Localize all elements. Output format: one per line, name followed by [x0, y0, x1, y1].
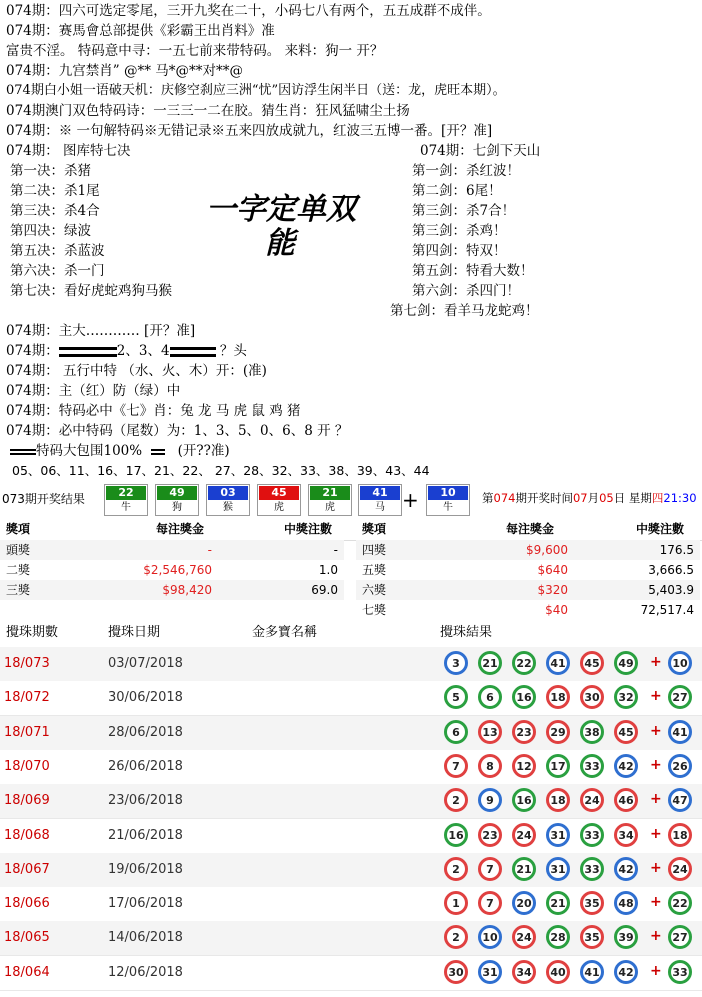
plus-sign: + [402, 488, 419, 512]
draw-date: 28/06/2018 [108, 724, 183, 740]
draw-ball: 33 [580, 857, 604, 881]
draw-ball: 10 [478, 925, 502, 949]
big-title: 一字定单双 [206, 192, 356, 227]
draw-issue: 18/071 [4, 724, 50, 740]
prize-count: 176.5 [659, 543, 694, 557]
right-list-item: 第六剑：杀四门！ [412, 283, 520, 299]
right-list-item: 第四剑：特双！ [412, 243, 507, 259]
prize-name: 頭獎 [6, 543, 31, 557]
draw-row [0, 750, 702, 785]
plus-sign: + [650, 654, 662, 670]
number-list: 05、06、11、16、17、21、22、 27、28、32、33、38、39、43、44 [12, 463, 430, 478]
info-weekday: 四 [651, 491, 664, 505]
draw-special-ball: 22 [668, 891, 692, 915]
draw-ball: 24 [512, 925, 536, 949]
draw-ball: 20 [512, 891, 536, 915]
draw-issue: 18/069 [4, 793, 50, 809]
prize-amount: $320 [537, 583, 568, 597]
more-line-1: 074期：主大………… [开？准] [6, 323, 196, 339]
left-list-item: 第一决：杀猪 [10, 163, 91, 179]
header-amount: 每注獎金 [156, 522, 205, 536]
tail-numbers: 2、3、4 [116, 343, 170, 359]
result-ball [308, 484, 352, 516]
plus-sign: + [650, 756, 662, 773]
prize-amount: $640 [537, 563, 568, 577]
result-ball-zodiac: 虎 [274, 502, 284, 513]
prize-row [0, 540, 344, 560]
header-prize: 獎項 [6, 522, 31, 536]
result-label: 073期开奖结果 [2, 492, 85, 506]
draw-ball: 45 [614, 720, 638, 744]
info-time: 21:30 [663, 491, 697, 505]
draw-ball: 40 [546, 960, 570, 984]
prize-count: 69.0 [311, 583, 338, 597]
draw-special-ball: 27 [668, 685, 692, 709]
prize-count: 72,517.4 [640, 603, 694, 617]
forecast-line-6: 074期澳门双色特码诗：一三三一二在胶。猜生肖：狂风猛啸尘土扬 [6, 103, 410, 119]
header-prize: 獎項 [362, 522, 387, 536]
draw-ball: 28 [546, 925, 570, 949]
draw-date: 03/07/2018 [108, 656, 183, 671]
draw-ball: 42 [614, 960, 638, 984]
draw-date: 23/06/2018 [108, 793, 183, 809]
result-ball [206, 484, 250, 516]
draw-date: 12/06/2018 [108, 964, 183, 980]
result-ball-number: 49 [157, 486, 197, 500]
draw-ball: 45 [580, 651, 604, 675]
more-line-4: 074期：主（红）防（绿）中 [6, 383, 181, 399]
draw-date: 17/06/2018 [108, 896, 183, 912]
draw-ball: 35 [580, 891, 604, 915]
big-title-sub: 能 [265, 226, 295, 261]
header-count: 中獎注數 [636, 522, 685, 536]
draw-ball: 23 [478, 823, 502, 847]
bar-decoration [10, 449, 36, 455]
info-month: 07 [572, 491, 588, 505]
draw-row [0, 681, 702, 716]
draw-issue: 18/070 [4, 758, 50, 774]
draw-ball: 33 [580, 754, 604, 778]
draw-special-ball: 33 [668, 960, 692, 984]
draw-ball: 12 [512, 754, 536, 778]
draw-date: 14/06/2018 [108, 930, 183, 946]
draw-ball: 7 [444, 754, 468, 778]
draw-ball: 7 [478, 857, 502, 881]
draw-ball: 41 [546, 651, 570, 675]
result-ball [155, 484, 199, 516]
draw-row [0, 647, 702, 682]
plus-sign: + [650, 962, 662, 979]
special-ball-number: 10 [428, 486, 468, 500]
draw-special-ball: 24 [668, 857, 692, 881]
prize-amount: $9,600 [526, 543, 568, 557]
prize-row [356, 540, 700, 560]
result-ball [257, 484, 301, 516]
left-list-item: 第六决：杀一门 [10, 263, 105, 279]
prize-count: 1.0 [318, 563, 338, 577]
right-list-item: 第五剑：特看大数！ [412, 263, 534, 279]
draw-ball: 16 [512, 685, 536, 709]
next-draw-info [482, 490, 697, 506]
more-line-3: 074期： 五行中特 （水、火、木）开：(准) [6, 363, 267, 379]
info-text: 日 星期 [613, 491, 652, 505]
draw-ball: 42 [614, 754, 638, 778]
prize-name: 三獎 [6, 583, 31, 597]
draw-ball: 31 [546, 857, 570, 881]
draw-row [0, 853, 702, 888]
draw-issue: 18/064 [4, 964, 50, 980]
prize-row [356, 560, 700, 580]
draw-ball: 21 [478, 651, 502, 675]
info-day: 05 [599, 491, 614, 505]
prize-row [356, 600, 700, 620]
info-text: 月 [587, 491, 600, 505]
draw-ball: 13 [478, 720, 502, 744]
more-line-2 [6, 342, 247, 360]
draw-special-ball: 41 [668, 720, 692, 744]
draw-ball: 8 [478, 754, 502, 778]
draw-date: 21/06/2018 [108, 827, 183, 843]
forecast-line-5: 074期白小姐一语破天机：庆修空刹应三洲“忧”因访浮生闲半日（送：龙，虎旺本期）。 [6, 83, 506, 98]
draw-ball: 7 [478, 891, 502, 915]
prize-count: - [333, 543, 338, 557]
header-issue: 攪珠期數 [6, 625, 59, 640]
more-line-7 [10, 442, 230, 460]
left-list-item: 第二决：杀1尾 [10, 183, 100, 199]
left-list-item: 第三决：杀4合 [10, 203, 100, 219]
draw-ball: 6 [444, 720, 468, 744]
draw-special-ball: 47 [668, 788, 692, 812]
forecast-line-7: 074期：※ 一句解特码※无错记录※五来四放成就九，红波三五博一番。[开？准] [6, 123, 493, 139]
draw-issue: 18/068 [4, 827, 50, 843]
plus-sign: + [650, 859, 662, 876]
draw-ball: 33 [580, 823, 604, 847]
draw-ball: 2 [444, 788, 468, 812]
draw-row [0, 921, 702, 956]
prize-name: 二獎 [6, 563, 31, 577]
bar-decoration [170, 347, 216, 357]
draw-special-ball: 27 [668, 925, 692, 949]
prize-amount: - [207, 543, 212, 557]
draw-row [0, 784, 702, 819]
tail-suffix: ？头 [219, 343, 247, 359]
draw-ball: 22 [512, 651, 536, 675]
draw-ball: 23 [512, 720, 536, 744]
special-ball-zodiac: 牛 [443, 502, 453, 513]
right-list-head: 074期：七剑下天山 [420, 143, 541, 159]
draw-ball: 1 [444, 891, 468, 915]
header-result: 攪珠結果 [440, 625, 493, 640]
left-list-item: 第七决：看好虎蛇鸡狗马猴 [10, 283, 172, 299]
draw-ball: 9 [478, 788, 502, 812]
draw-ball: 46 [614, 788, 638, 812]
surround-label: 特码大包围100% [36, 443, 143, 459]
left-list-item: 第四决：绿波 [10, 223, 91, 239]
draw-ball: 21 [512, 857, 536, 881]
result-ball-zodiac: 猴 [223, 502, 233, 513]
right-list-item: 第三剑：杀7合！ [412, 203, 516, 219]
draw-issue: 18/072 [4, 690, 50, 706]
draw-date: 26/06/2018 [108, 758, 183, 774]
left-list-head: 074期： 图库特七决 [6, 143, 131, 159]
draw-date: 30/06/2018 [108, 690, 183, 706]
plus-sign: + [650, 688, 662, 705]
draw-ball: 16 [512, 788, 536, 812]
prize-amount: $98,420 [162, 583, 212, 597]
prize-row [356, 580, 700, 600]
draw-ball: 31 [546, 823, 570, 847]
right-list-item: 第二剑：6尾！ [412, 183, 502, 199]
draw-ball: 21 [546, 891, 570, 915]
result-bar [0, 482, 702, 518]
special-ball [426, 484, 470, 516]
prefix: 074期： [6, 343, 59, 359]
forecast-line-2: 074期：赛馬會总部提供《彩霸王出肖料》准 [6, 23, 275, 39]
right-list-item: 第一剑：杀红波！ [412, 163, 520, 179]
prize-row [0, 560, 344, 580]
draw-ball: 18 [546, 685, 570, 709]
prize-name: 六獎 [362, 583, 387, 597]
header-date: 攪珠日期 [108, 625, 161, 640]
result-ball-zodiac: 虎 [325, 502, 335, 513]
result-ball-zodiac: 狗 [172, 502, 182, 513]
prize-count: 5,403.9 [648, 583, 694, 597]
info-text: 期开奖时间 [515, 491, 573, 505]
draw-ball: 17 [546, 754, 570, 778]
draw-ball: 39 [614, 925, 638, 949]
draw-ball: 2 [444, 925, 468, 949]
draw-issue: 18/066 [4, 896, 50, 912]
prize-name: 七獎 [362, 603, 387, 617]
result-ball [104, 484, 148, 516]
prize-count: 3,666.5 [648, 563, 694, 577]
header-amount: 每注獎金 [506, 522, 555, 536]
forecast-line-4: 074期：九宫禁肖” @** 马*@**对**@ [6, 63, 244, 79]
draw-ball: 32 [614, 685, 638, 709]
draw-ball: 49 [614, 651, 638, 675]
draw-row [0, 956, 702, 991]
draw-ball: 30 [444, 960, 468, 984]
plus-sign: + [650, 825, 662, 842]
draw-ball: 3 [444, 651, 468, 675]
draw-ball: 34 [512, 960, 536, 984]
prize-header [0, 518, 702, 541]
draw-ball: 38 [580, 720, 604, 744]
draw-ball: 24 [512, 823, 536, 847]
draw-ball: 16 [444, 823, 468, 847]
plus-sign: + [650, 894, 662, 911]
draw-row [0, 819, 702, 854]
plus-sign: + [650, 791, 662, 808]
draw-special-ball: 10 [668, 651, 692, 675]
info-text: 第 [482, 491, 494, 505]
result-ball [358, 484, 402, 516]
draw-ball: 18 [546, 788, 570, 812]
draw-ball: 31 [478, 960, 502, 984]
draw-ball: 35 [580, 925, 604, 949]
header-name: 金多寶名稱 [252, 625, 318, 640]
forecast-line-1: 074期：四六可选定零尾，三开九奖在二十，小码七八有两个，五五成群不成伴。 [6, 3, 491, 19]
draw-ball: 48 [614, 891, 638, 915]
more-line-5: 074期：特码必中《七》肖：兔 龙 马 虎 鼠 鸡 猪 [6, 403, 301, 419]
result-ball-zodiac: 马 [375, 502, 385, 513]
draw-ball: 5 [444, 685, 468, 709]
draw-ball: 29 [546, 720, 570, 744]
draw-ball: 30 [580, 685, 604, 709]
prize-amount: $40 [545, 603, 568, 617]
right-list-item: 第七剑：看羊马龙蛇鸡！ [390, 303, 539, 319]
draw-ball: 42 [614, 857, 638, 881]
header-count: 中獎注數 [284, 522, 333, 536]
draw-date: 19/06/2018 [108, 861, 183, 877]
result-ball-number: 45 [259, 486, 299, 500]
draw-ball: 24 [580, 788, 604, 812]
draw-ball: 6 [478, 685, 502, 709]
info-issue: 074 [493, 491, 516, 505]
forecast-line-3: 富贵不淫。 特码意中寻：一五七前来带特码。 来料：狗一 开？ [6, 43, 384, 59]
draw-issue: 18/067 [4, 861, 50, 877]
bar-decoration [151, 449, 165, 455]
draw-ball: 34 [614, 823, 638, 847]
left-list-item: 第五决：杀蓝波 [10, 243, 105, 259]
plus-sign: + [650, 928, 662, 945]
draw-ball: 2 [444, 857, 468, 881]
draw-special-ball: 26 [668, 754, 692, 778]
plus-sign: + [650, 722, 662, 739]
result-ball-number: 22 [106, 486, 146, 500]
draw-ball: 41 [580, 960, 604, 984]
prize-amount: $2,546,760 [143, 563, 212, 577]
prize-name: 四獎 [362, 543, 387, 557]
draw-row [0, 887, 702, 922]
draw-issue: 18/073 [4, 656, 50, 671]
result-ball-number: 03 [208, 486, 248, 500]
surround-status: (开??准) [177, 443, 230, 459]
bar-decoration [59, 347, 117, 357]
draw-issue: 18/065 [4, 930, 50, 946]
draw-row [0, 716, 702, 751]
result-ball-number: 41 [360, 486, 400, 500]
prize-row [0, 580, 344, 600]
result-ball-zodiac: 牛 [121, 502, 131, 513]
draw-special-ball: 18 [668, 823, 692, 847]
result-ball-number: 21 [310, 486, 350, 500]
more-line-6: 074期：必中特码（尾数）为：1、3、5、0、6、8 开 ？ [6, 423, 349, 439]
prize-name: 五獎 [362, 563, 387, 577]
right-list-item: 第三剑：杀鸡！ [412, 223, 507, 239]
